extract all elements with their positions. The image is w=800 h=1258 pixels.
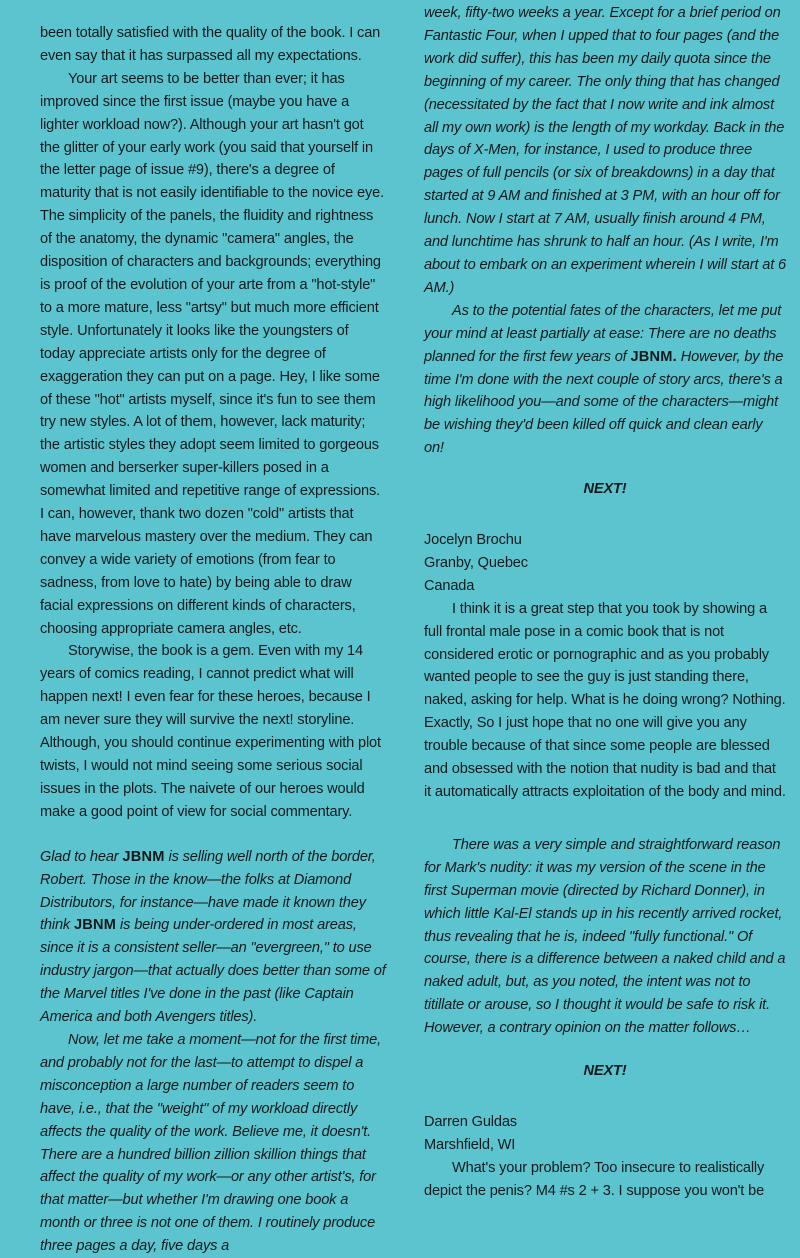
letter-paragraph: Your art seems to be better than ever; it has improved since the first issue (maybe you have a lighter workload now?). Although your art hasn't got the glitter of your early work (you said that yourself in the letter page of issue #9), there's a degree of maturity that is not easily identifiable to the novice eye. The simplicity of the panels, the fluidity and rightness of the anatomy, the dynamic "camera" angles, the disposition of characters and backgrounds; everything is proof of the evolution of your arte from a "hot-style" to a more mature, less "artsy" but much more efficient style. Unfortunately it looks like the youngsters of today appreciate artists only for the degree of exaggeration they can put on a page. Hey, I like some of these "hot" artists myself, since it's fun to see them try new styles. A lot of them, however, lack maturity; the artistic styles they adopt seem limited to gorgeous women and berserker super-killers posed in a somewhat limited and repetitive range of expressions. I can, however, thank two dozen "cold" artists that have marvelous mastery over the medium. They can convey a wide variety of emotions (from fear to sadness, from love to hate) by being able to draw facial expressions on different kinds of characters, choosing appropriate camera angles, etc. — [40, 70, 385, 637]
letter-paragraph: What's your problem? Too insecure to realistically depict the penis? M4 #s 2 + 3. I suppose you won't be — [424, 1159, 765, 1199]
editor-reply-paragraph: There was a very simple and straightforward reason for Mark's nudity: it was my version of the scene in the first Superman movie (directed by Richard Donner), in which little Kal-El stands up in his recently arrived rocket, thus revealing that he is, indeed "fully functional." Of course, there is a difference between a naked child and a naked adult, but, as you noted, the intent was not to titillate or arouse, so I thought it would be safe to risk it. However, a contrary opinion on the matter follows… — [424, 836, 786, 1037]
editor-reply-paragraph: week, fifty-two weeks a year. Except for a brief period on Fantastic Four, when I upped that to four pages (and the work did suffer), this has been my daily quota since the beginning of my career. The only thing that has changed (necessitated by the fact that I now write and ink almost all my own work) is the length of my workday. Back in the days of X-Men, for instance, I used to produce three pages of full pencils (or six of breakdowns) in a day that started at 9 AM and finished at 3 PM, with an hour off for lunch. Now I start at 7 AM, usually finish around 4 PM, and lunchtime has shrunk to half an hour. (As I write, I'm about to embark on an experiment wherein I will start at 6 AM.) — [424, 5, 787, 296]
letter-address — [424, 1111, 786, 1157]
left-column — [40, 22, 386, 1258]
next-separator: NEXT! — [583, 481, 627, 498]
letter-address — [424, 529, 786, 598]
letter-paragraph: I think it is a great step that you took by showing a full frontal male pose in a comic book that is not considered erotic or pornographic and as you probably wanted people to see the guy is just standing there, naked, asking for help. What is he doing wrong? Nothing. Exactly, So I just hope that no one will give you any trouble because of that since some people are blessed and obsessed with the notion that nudity is bad and that it automatically attracts exploitation of the body and mind. — [424, 600, 786, 800]
editor-reply-paragraph: As to the potential fates of the characters, let me put your mind at least partially at ease: There are no deaths planned for the first few years of JBNM. However, by the time I'm done with the next couple of story arcs, there's a high likelihood you—and some of the characters—might be wishing they'd been killed off quick and clean early on! — [424, 302, 784, 457]
writer-city: Marshfield, WI — [424, 1136, 516, 1153]
writer-name: Jocelyn Brochu — [424, 532, 522, 549]
title-abbrev: JBNM. — [630, 348, 677, 365]
title-abbrev: JBNM — [73, 917, 117, 934]
editor-reply-paragraph: Glad to hear JBNM is selling well north of the border, Robert. Those in the know—the folks at Diamond Distributors, for instance—have made it known they think JBNM is being under-ordered in most areas, since it is a consistent seller—an "evergreen," to use industry jargon—that actually does better than some of the Marvel titles I've done in the past (like Captain America and both Avengers titles). — [40, 848, 386, 1026]
title-abbrev: JBNM — [122, 848, 165, 865]
letter-paragraph: Storywise, the book is a gem. Even with my 14 years of comics reading, I cannot predict what will happen next! I even fear for these heroes, because I am never sure they will survive the next! storyline. Although, you should continue experimenting with plot twists, I would not mind seeing some serious social issues in the plots. The naivete of our heroes would make a good point of view for social commentary. — [40, 643, 381, 820]
right-column — [424, 2, 786, 1203]
letter-paragraph: been totally satisfied with the quality of the book. I can even say that it has surpassed all my expectations. — [40, 25, 381, 64]
editor-reply-paragraph: Now, let me take a moment—not for the first time, and probably not for the last—to attempt to dispel a misconception a large number of readers seem to have, i.e., that the "weight" of my workload directly affects the quality of the work. Believe me, it doesn't. There are a hundred billion zillion skillion things that affect the quality of my work—or any other artist's, for that matter—but whether I'm drawing one book a month or three is not one of them. I routinely produce three pages a day, five days a — [40, 1031, 382, 1255]
writer-country: Canada — [424, 577, 475, 594]
writer-name: Darren Guldas — [424, 1113, 517, 1130]
writer-city: Granby, Quebec — [424, 554, 528, 571]
next-separator: NEXT! — [583, 1063, 627, 1080]
